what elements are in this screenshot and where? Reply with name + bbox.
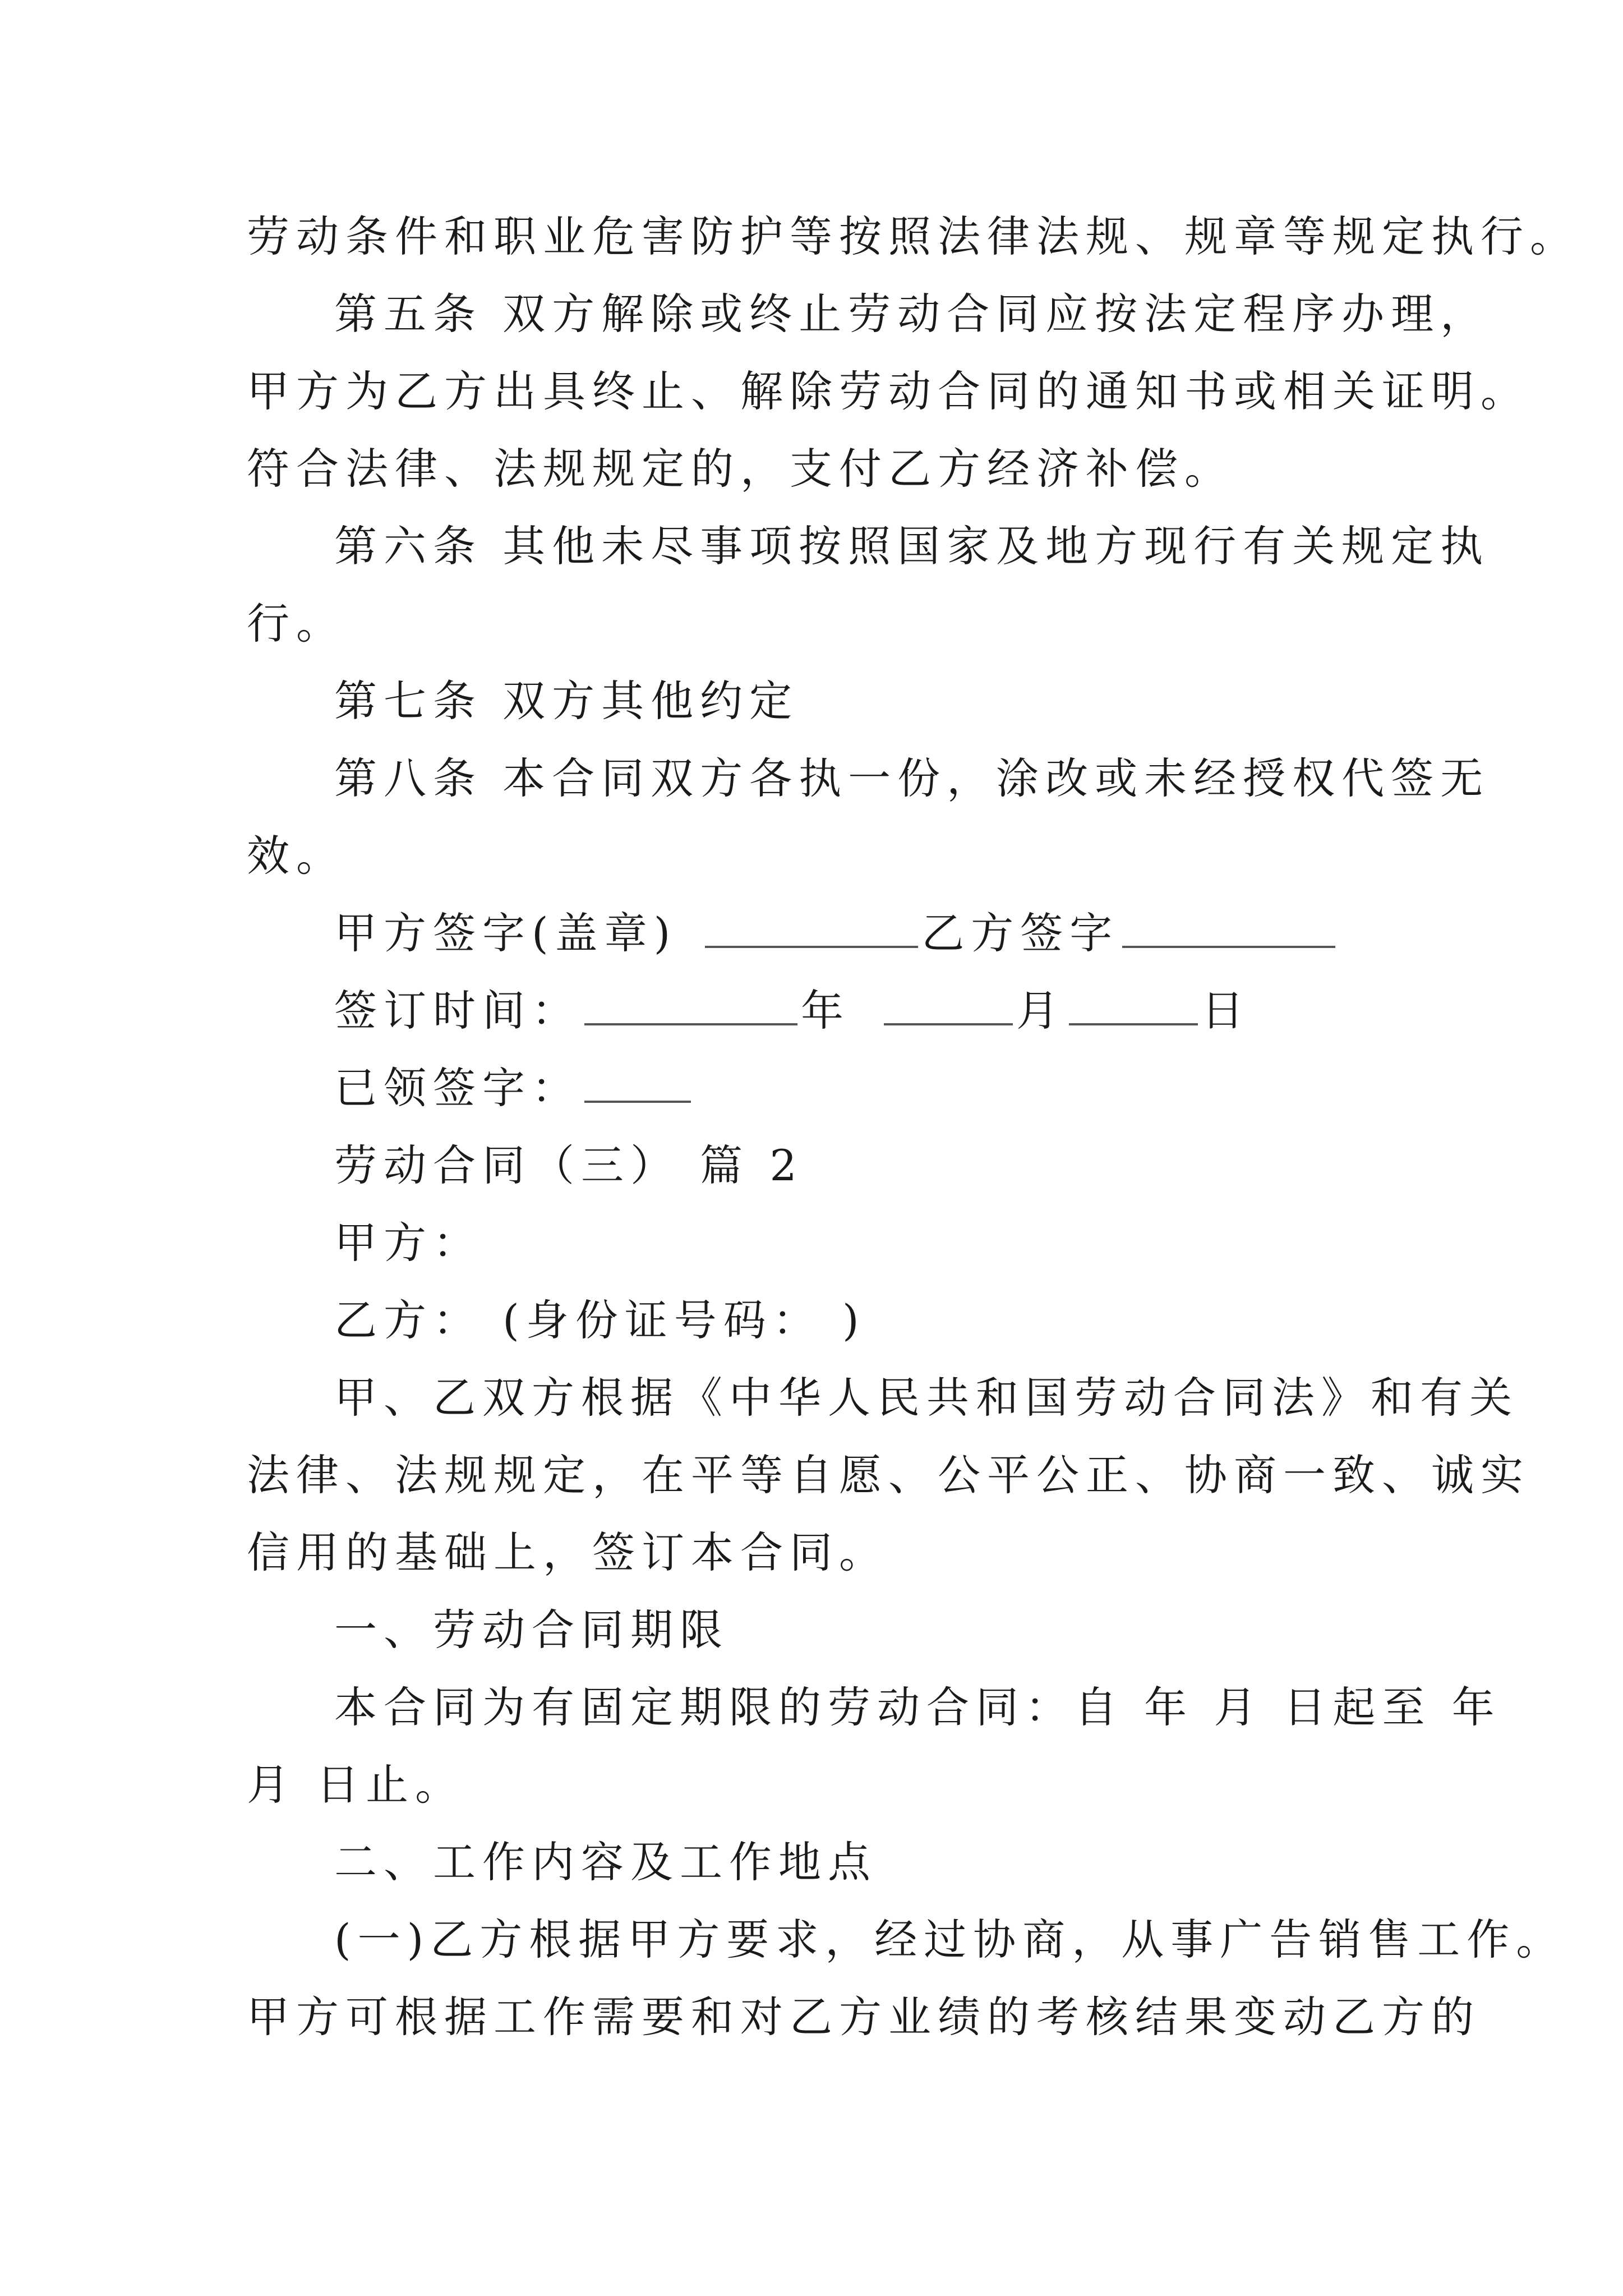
received-signature-blank: [584, 1060, 691, 1103]
party-b-signature-blank: [1122, 905, 1335, 948]
text-line: 劳动条件和职业危害防护等按照法律法规、规章等规定执行。: [247, 211, 1579, 261]
received-signature-line: [334, 1060, 694, 1116]
day-blank: [1069, 983, 1198, 1025]
text-line: 法律、法规规定，在平等自愿、公平公正、协商一致、诚实: [247, 1450, 1530, 1500]
article-5-heading-line: 第五条 双方解除或终止劳动合同应按法定程序办理，: [334, 289, 1490, 339]
signing-date-label: 签订时间：: [334, 986, 581, 1036]
year-blank: [584, 983, 797, 1025]
year-label: 年: [801, 986, 850, 1036]
article-6-heading-line: 第六条 其他未尽事项按照国家及地方现行有关规定执: [334, 521, 1490, 571]
article-7-heading-line: 第七条 双方其他约定: [334, 676, 799, 726]
text-line: 甲方可根据工作需要和对乙方业绩的考核结果变动乙方的: [247, 1992, 1481, 2042]
text-line: 效。: [247, 831, 345, 881]
signature-line: [334, 905, 1339, 961]
party-a-signature-label: 甲方签字(盖章): [334, 908, 677, 958]
month-blank: [884, 983, 1013, 1025]
month-label: 月: [1016, 986, 1066, 1036]
text-line: 符合法律、法规规定的，支付乙方经济补偿。: [247, 444, 1234, 494]
party-a-signature-blank: [705, 905, 918, 948]
text-line: 行。: [247, 599, 345, 648]
text-line: 甲方为乙方出具终止、解除劳动合同的通知书或相关证明。: [247, 366, 1530, 416]
section-heading-work: 二、工作内容及工作地点: [334, 1837, 877, 1887]
article-8-heading-line: 第八条 本合同双方各执一份，涂改或未经授权代签无: [334, 753, 1490, 803]
party-b-line: 乙方： (身份证号码： ): [334, 1295, 866, 1345]
text-line: 信用的基础上，签订本合同。: [247, 1527, 888, 1577]
section-heading-term: 一、劳动合同期限: [334, 1605, 729, 1655]
party-a-line: 甲方：: [334, 1218, 482, 1268]
signing-date-line: [334, 983, 1251, 1039]
day-label: 日: [1201, 986, 1251, 1036]
term-text-line: 本合同为有固定期限的劳动合同：自 年 月 日起至 年: [334, 1682, 1501, 1732]
text-line: 月 日止。: [247, 1760, 465, 1810]
received-signature-label: 已领签字：: [334, 1063, 581, 1113]
section-title: 劳动合同（三） 篇 2: [334, 1140, 804, 1190]
work-text-line: (一)乙方根据甲方要求，经过协商，从事广告销售工作。: [334, 1915, 1566, 1964]
party-b-signature-label: 乙方签字: [921, 908, 1119, 958]
preamble-line: 甲、乙双方根据《中华人民共和国劳动合同法》和有关: [334, 1373, 1519, 1423]
